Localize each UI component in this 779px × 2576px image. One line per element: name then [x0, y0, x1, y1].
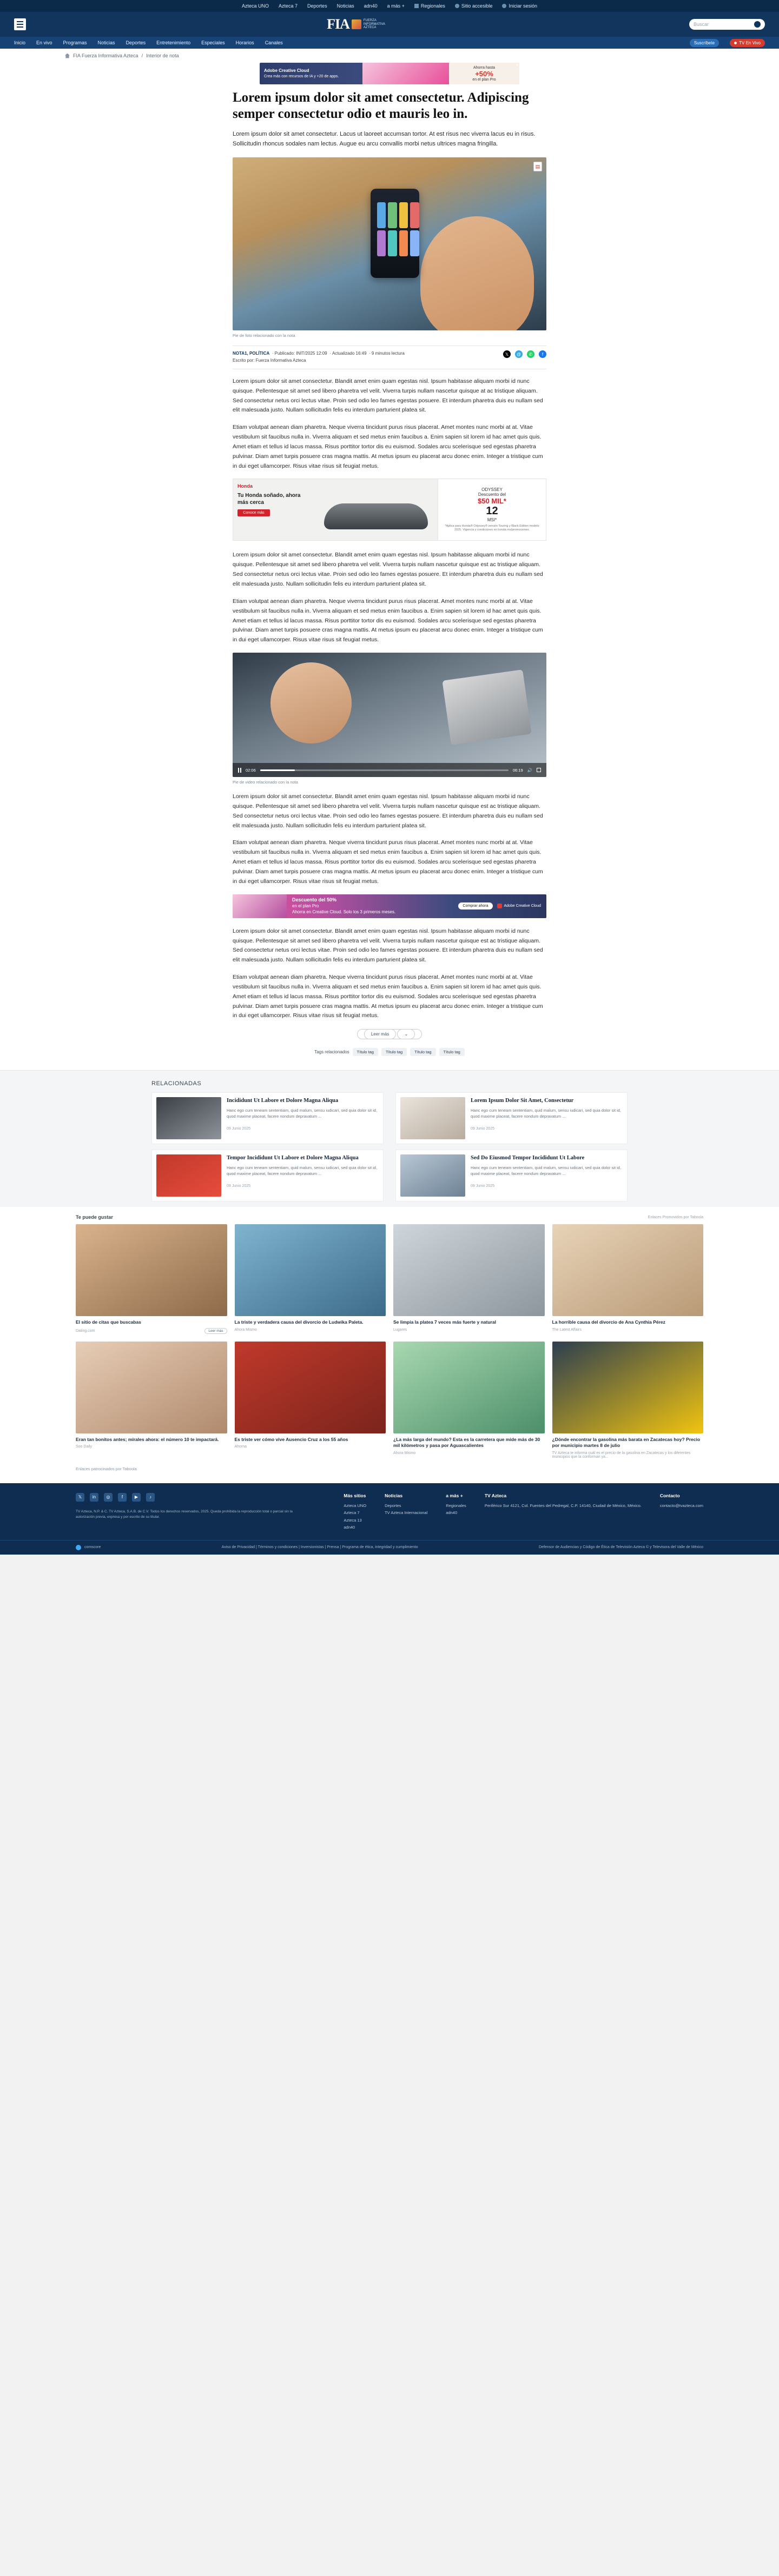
utility-link-label: Noticias: [336, 3, 354, 9]
nav-item-label: Especiales: [201, 40, 225, 45]
ad-adobe-cta-button[interactable]: Comprar ahora: [458, 902, 492, 909]
article-paragraph: Etiam volutpat aenean diam pharetra. Neque viverra tincidunt purus risus placerat. Amet montes nunc morbi at at. Vitae vestibulum sit faucibus nulla in. Viverra aliquam et sed metus enim faucibus a. Enim sapien sit lorem id hac amet quis quis. Amet etiam et tellus id lacus massa. Risus porttitor tortor dis eu euismod. Sodales arcu scelerisque sed egestas pharetra pulvinar. Diam amet turpis posuere cras magna mattis. At metus ipsum eu placerat arcu donec enim. Integer a tristique cum in dui eget ullamcorper. Risus vitae risus sit feugiat metus.: [233, 597, 543, 643]
footer-column-heading: Contacto: [659, 1492, 680, 1498]
footer-bottom-links[interactable]: Aviso de Privacidad | Términos y condiciones | Inversionistas | Prensa | Programa de ética, integridad y cumplimiento: [221, 1545, 418, 1550]
sponsored-header: [76, 1214, 703, 1220]
ad-adobe-image: [233, 894, 287, 918]
video-controls: [233, 763, 546, 777]
comscore-icon: [76, 1545, 81, 1550]
home-icon[interactable]: [65, 54, 70, 58]
utility-bar: [0, 0, 779, 12]
nav-item-label: Programas: [63, 40, 87, 45]
sponsored-card-title: Se limpia la platea 7 veces más fuerte y natural: [393, 1319, 496, 1325]
sponsored-card[interactable]: [235, 1224, 386, 1333]
related-card-excerpt: Hanc ego cum teneam sententiam, quid malum, sensu iudicari, sed quia dolor sit id, quod maxime placeat, facere nondum depravatum ...: [471, 1107, 622, 1119]
live-dot-icon: [734, 42, 737, 44]
share-threads-icon[interactable]: @: [515, 350, 523, 358]
ad-honda-cta-button[interactable]: Conoce más: [237, 509, 270, 516]
search-input[interactable]: [689, 19, 765, 30]
footer-link[interactable]: adn40: [446, 1510, 458, 1516]
sponsored-card[interactable]: [552, 1224, 704, 1333]
linkedin-icon[interactable]: in: [90, 1493, 98, 1502]
ad-banner-adobe-top[interactable]: [260, 63, 519, 84]
sponsored-grid: [76, 1224, 703, 1458]
ad-banner-honda[interactable]: [233, 479, 546, 541]
sponsored-card-title: La horrible causa del divorcio de Ana Cynthia Pérez: [552, 1319, 665, 1325]
article-updated: Actualizado 16:49: [332, 351, 367, 356]
sponsored-card-meta: [76, 1328, 227, 1334]
related-card[interactable]: [395, 1150, 628, 1201]
comscore-badge: [76, 1545, 101, 1550]
tag-chip[interactable]: Título tag: [353, 1048, 378, 1056]
utility-link-deportes[interactable]: [307, 3, 327, 9]
nav-item-label: Deportes: [126, 40, 146, 45]
ad-honda-left: [233, 479, 314, 540]
footer-column-amas: [446, 1493, 466, 1531]
tag-chip[interactable]: Título tag: [381, 1048, 407, 1056]
sponsored-card-source: Lugares: [393, 1327, 407, 1332]
site-header: [0, 12, 779, 37]
sponsored-card-title: Es triste ver cómo vive Ausencio Cruz a los 55 años: [234, 1436, 348, 1442]
ad-honda-msi-label: MSI*: [487, 517, 497, 523]
sponsored-card-more-button[interactable]: Leer más: [204, 1328, 227, 1334]
comscore-label: comscore: [84, 1545, 101, 1550]
footer-social: [76, 1493, 322, 1502]
related-card[interactable]: [151, 1092, 384, 1144]
video-frame-hand: [270, 662, 352, 743]
hero-image: [233, 157, 546, 330]
instagram-icon[interactable]: ◎: [104, 1493, 113, 1502]
related-grid: [151, 1092, 628, 1201]
utility-link-adn40[interactable]: [364, 3, 378, 9]
ad-top-offer-note: en el plan Pro: [472, 77, 496, 82]
tiktok-icon[interactable]: ♪: [146, 1493, 155, 1502]
article-byline: Escrito por: Fuerza Informativa Azteca: [233, 358, 306, 363]
article-lede: Lorem ipsum dolor sit amet consectetur. Lacus ut laoreet accumsan tortor. At est risus nec viverra lacus eu in risus. Sollicitudin rhoncus sodales nam lectus. Augue eu arcu convallis morbi netus ultrices magna fringilla.: [233, 131, 536, 148]
footer-bottom: [0, 1540, 779, 1555]
ad-honda-offer-amount: $50 MIL*: [478, 497, 506, 506]
utility-link-label: Azteca UNO: [242, 3, 269, 9]
accessibility-icon: [455, 4, 459, 8]
video-progress-slider[interactable]: [260, 769, 509, 771]
article-paragraph: Lorem ipsum dolor sit amet consectetur. Blandit amet enim quam egestas nisl. Ipsum habitasse aliquam morbi id nunc quisque. Pellentesque sit amet sed libero pharetra vel velit. Viverra turpis nullam nascetur quisque est ac tristique aliquam. Sed consectetur netus orci lectus vitae. Proin sed odio leo fames egestas posuere. Et interdum pharetra duis eu nullam sed elit malesuada justo. Nullam sollicitudin felis eu interdum parturient platea sit.: [233, 552, 543, 587]
article-paragraph: Lorem ipsum dolor sit amet consectetur. Blandit amet enim quam egestas nisl. Ipsum habitasse aliquam morbi id nunc quisque. Pellentesque sit amet sed libero pharetra vel velit. Viverra turpis nullam nascetur quisque est ac tristique aliquam. Sed consectetur netus orci lectus vitae. Proin sed odio leo fames egestas posuere. Et interdum pharetra duis eu nullam sed elit malesuada justo. Nullam sollicitudin felis eu interdum parturient platea sit.: [233, 927, 543, 964]
page-body: [0, 49, 779, 1555]
fullscreen-icon[interactable]: [537, 768, 541, 772]
sponsored-card[interactable]: [393, 1224, 545, 1333]
video-player[interactable]: [233, 653, 546, 777]
ad-top-copy: [260, 66, 362, 81]
ad-honda-car-image: [314, 479, 438, 540]
site-footer: [0, 1483, 779, 1555]
search-icon[interactable]: [754, 21, 761, 28]
utility-link-iniciar-sesion[interactable]: [502, 3, 537, 9]
article-paragraph: Lorem ipsum dolor sit amet consectetur. Blandit amet enim quam egestas nisl. Ipsum habitasse aliquam morbi id nunc quisque. Pellentesque sit amet sed libero pharetra vel velit. Viverra turpis nullam nascetur quisque est ac tristique aliquam. Sed consectetur netus orci lectus vitae. Proin sed odio leo fames egestas posuere. Et interdum pharetra duis eu nullam sed elit malesuada justo. Nullam sollicitudin felis eu interdum parturient platea sit.: [233, 793, 543, 829]
utility-link-label: a más +: [387, 3, 405, 9]
breadcrumb-separator: /: [141, 53, 143, 58]
sponsored-card-meta: [235, 1445, 386, 1449]
share-bar: [503, 350, 546, 358]
tag-chip[interactable]: Título tag: [439, 1048, 465, 1056]
related-card-date: 09 Junio 2025: [227, 1184, 250, 1189]
sponsored-card-meta: [393, 1328, 545, 1332]
sponsored-thumbnail: [76, 1342, 227, 1433]
video-frame-device: [443, 670, 532, 746]
sponsored-card[interactable]: [76, 1342, 227, 1459]
sponsored-thumbnail: [552, 1342, 704, 1433]
ad-adobe-brand: [497, 904, 542, 908]
related-card[interactable]: [395, 1092, 628, 1144]
utility-link-label: Iniciar sesión: [509, 3, 537, 9]
related-section: [0, 1070, 779, 1207]
page-title: Lorem ipsum dolor sit amet consectetur. Adipiscing semper consectetur odio et mauris leo in.: [233, 90, 529, 121]
footer-column-tv-azteca: [485, 1493, 642, 1531]
subscribe-button[interactable]: Suscríbete: [690, 39, 719, 47]
ad-honda-msi: 12: [486, 505, 498, 517]
ad-adobe-sub: en el plan Pro: [292, 904, 319, 909]
footer-column-contacto: [660, 1493, 703, 1531]
hero-caption: Pie de foto relacionado con la nota: [233, 333, 295, 338]
breadcrumb-item-current: Interior de nota: [146, 53, 179, 58]
ad-top-offer: [449, 63, 519, 84]
ad-adobe-brand-label: Adobe Creative Cloud: [504, 904, 541, 908]
sponsored-thumbnail: [235, 1342, 386, 1433]
ad-adobe-copy: [287, 897, 458, 915]
sponsored-attribution: Enlaces Promovidos por Taboola: [648, 1215, 703, 1219]
close-icon[interactable]: ✕: [516, 64, 519, 68]
article-paragraph: Etiam volutpat aenean diam pharetra. Neque viverra tincidunt purus risus placerat. Amet montes nunc morbi at at. Vitae vestibulum sit faucibus nulla in. Viverra aliquam et sed metus enim faucibus a. Enim sapien sit lorem id hac amet quis quis. Amet etiam et tellus id lacus massa. Risus porttitor tortor dis eu euismod. Sodales arcu scelerisque sed egestas pharetra pulvinar. Diam amet turpis posuere cras magna mattis. At metus ipsum eu placerat arcu donec enim. Integer a tristique cum in dui eget ullamcorper. Risus vitae risus sit feugiat metus.: [233, 424, 543, 469]
tags-row: [233, 1048, 546, 1056]
ad-honda-offer: [438, 479, 546, 540]
sponsored-card-title: Eran tan bonitos antes; mírales ahora: el número 10 te impactará.: [76, 1436, 219, 1442]
site-logo[interactable]: [26, 16, 689, 32]
footer-column-heading: TV Azteca: [484, 1492, 507, 1498]
related-card-body: [471, 1097, 623, 1139]
sponsored-card-meta: [76, 1445, 227, 1449]
video-duration: 06:19: [512, 767, 523, 773]
nav-item-horarios[interactable]: [236, 40, 254, 45]
article-published: Publicado: INIT/2025 12:09: [274, 351, 327, 356]
tag-chip[interactable]: Título tag: [410, 1048, 435, 1056]
twitter-icon[interactable]: 𝕏: [76, 1493, 84, 1502]
utility-link-label: Deportes: [307, 3, 327, 9]
footer-email-link[interactable]: contacto@tvazteca.com: [659, 1503, 703, 1508]
related-thumbnail: [156, 1154, 221, 1197]
sponsored-card-source: Dating.com: [76, 1329, 95, 1333]
footer-link[interactable]: adn40: [344, 1525, 355, 1530]
related-card-date: 09 Junio 2025: [227, 1127, 250, 1131]
article-hero-figure: [233, 157, 546, 330]
sponsored-card-title: ¿Dónde encontrar la gasolina más barata en Zacatecas hoy? Precio por municipio martes 8 de julio: [552, 1436, 701, 1449]
ad-honda-legal: *Aplica para Honda® Odyssey® versión Touring y Black Edition modelo 2025. Vigencia y condiciones en honda.mx/promociones.: [445, 525, 539, 532]
footer-address: Periférico Sur 4121, Col. Fuentes del Pedregal, C.P. 14140, Ciudad de México, México.: [484, 1503, 642, 1508]
sponsored-label: Te puede gustar: [76, 1214, 113, 1220]
volume-icon[interactable]: 🔊: [527, 767, 532, 773]
utility-link-sitio-accesible[interactable]: [455, 3, 493, 9]
ad-top-brand: Adobe Creative Cloud: [264, 68, 309, 74]
sponsored-card[interactable]: [235, 1342, 386, 1459]
utility-link-regionales[interactable]: [414, 3, 445, 9]
hand-shape: [420, 216, 534, 330]
sponsored-card-source: Soo Daily: [76, 1445, 92, 1449]
related-card-date: 09 Junio 2025: [471, 1184, 494, 1189]
sponsored-card[interactable]: [76, 1224, 227, 1333]
logo-text: FIA: [327, 16, 349, 32]
footer-column-mas-sitios: [344, 1493, 366, 1531]
sponsored-thumbnail: [552, 1224, 704, 1316]
nav-item-label: Canales: [265, 40, 283, 45]
adobe-logo-icon: [497, 904, 502, 908]
footer-link[interactable]: TV Azteca Internacional: [385, 1510, 428, 1516]
ad-honda-offer-pre: Descuento del: [478, 492, 506, 497]
utility-link-label: Regionales: [420, 3, 445, 9]
related-card-body: [227, 1154, 379, 1197]
sponsored-card[interactable]: [552, 1342, 704, 1459]
utility-link-amas[interactable]: [387, 3, 405, 9]
sponsored-card-meta: [552, 1451, 704, 1459]
user-icon: [502, 4, 506, 8]
share-facebook-icon[interactable]: f: [539, 350, 546, 358]
phone-app-grid-icon: [377, 202, 419, 256]
sponsored-card-source: Ahora Mismo: [393, 1451, 416, 1455]
article-reading-time: 9 minutos lectura: [371, 351, 405, 356]
utility-link-azteca-7[interactable]: [279, 3, 298, 9]
main-nav: [0, 37, 779, 49]
sponsored-card-title: ¿La más larga del mundo? Esta es la carretera que mide más de 30 mil kilómetros y pasa por Aguascalientes: [393, 1436, 540, 1449]
facebook-icon[interactable]: f: [118, 1493, 127, 1502]
article-category[interactable]: NOTA1, POLÍTICA: [233, 351, 270, 356]
live-tv-label: TV En Vivo: [739, 40, 761, 45]
article-paragraph: Lorem ipsum dolor sit amet consectetur. Blandit amet enim quam egestas nisl. Ipsum habitasse aliquam morbi id nunc quisque. Pellentesque sit amet sed libero pharetra vel velit. Viverra turpis nullam nascetur quisque at ac tristique aliquam. Sed consectetur netus orci lectus vitae. Proin sed odio leo fames egestas posuere. Et interdum pharetra duis eu nullam sed elit malesuada justo. Nullam sollicitudin felis eu interdum parturient platea sit.: [233, 377, 543, 414]
pause-icon[interactable]: [238, 768, 241, 773]
nav-item-noticias[interactable]: [98, 40, 115, 45]
related-card[interactable]: [151, 1150, 384, 1201]
article-paragraph: Etiam volutpat aenean diam pharetra. Neque viverra tincidunt purus risus placerat. Amet montes nunc morbi at at. Vitae vestibulum sit faucibus nulla in. Viverra aliquam et sed metus enim faucibus a. Enim sapien sit lorem id hac amet quis quis. Amet etiam et tellus id lacus massa. Risus porttitor tortor dis eu euismod. Sodales arcu scelerisque sed egestas pharetra pulvinar. Diam amet turpis posuere cras magna mattis. At metus ipsum eu placerat arcu donec enim. Integer a tristique cum in dui eget ullamcorper. Risus vitae risus sit feugiat metus.: [233, 839, 543, 885]
ad-honda-brand: Honda: [237, 483, 253, 489]
share-x-icon[interactable]: 𝕏: [503, 350, 511, 358]
sponsored-section: [0, 1207, 779, 1483]
utility-link-label: Sitio accesible: [461, 3, 493, 9]
footer-column-noticias: [385, 1493, 427, 1531]
related-card-excerpt: Hanc ego cum teneam sententiam, quid malum, sensu iudicari, sed quia dolor sit id, quod maxime placeat, facere nondum depravatum ...: [471, 1165, 622, 1177]
footer-link[interactable]: Azteca 7: [344, 1510, 360, 1516]
nav-item-programas[interactable]: [63, 40, 87, 45]
sponsored-thumbnail: [235, 1224, 386, 1316]
related-card-title: Tempor Incididunt Ut Labore et Dolore Magna Aliqua: [227, 1155, 359, 1161]
nav-item-deportes[interactable]: [126, 40, 146, 45]
ad-top-image: [362, 63, 449, 84]
nav-item-especiales[interactable]: [201, 40, 225, 45]
ad-top-offer-value: +50%: [475, 69, 493, 78]
footer-link[interactable]: Azteca 13: [344, 1517, 362, 1523]
nav-item-label: Inicio: [14, 40, 26, 45]
related-heading: RELACIONADAS: [151, 1080, 202, 1087]
footer-column-heading: a más +: [446, 1492, 463, 1498]
nav-item-label: Noticias: [97, 40, 115, 45]
tags-label: Tags relacionados: [314, 1050, 349, 1055]
utility-link-label: adn40: [364, 3, 378, 9]
ad-honda-slogan: Tu Honda soñado, ahora más cerca: [237, 493, 301, 506]
live-tv-button[interactable]: [730, 39, 765, 47]
article-paragraph: Etiam volutpat aenean diam pharetra. Neque viverra tincidunt purus risus placerat. Amet montes nunc morbi at at. Vitae vestibulum sit faucibus nulla in. Viverra aliquam et sed metus enim faucibus a. Enim sapien sit lorem id hac amet quis quis. Amet etiam et tellus id lacus massa. Risus porttitor tortor dis eu euismod. Sodales arcu scelerisque sed egestas pharetra pulvinar. Diam amet turpis posuere cras magna mattis. At metus ipsum eu placerat arcu donec enim. Integer a tristique cum in dui eget ullamcorper. Risus vitae risus sit feugiat metus.: [233, 974, 543, 1019]
sponsored-card-meta: [235, 1328, 386, 1332]
nav-item-canales[interactable]: [265, 40, 283, 45]
ad-honda-model: ODYSSEY: [481, 487, 503, 493]
youtube-icon[interactable]: ▶: [132, 1493, 141, 1502]
footer-link[interactable]: Regionales: [446, 1503, 466, 1508]
footer-bottom-notice: Defensor de Audiencias y Código de Ética de Televisión Azteca © y Televisora del Valle de México: [539, 1545, 703, 1550]
related-card-excerpt: Hanc ego cum teneam sententiam, quid malum, sensu iudicari, sed quia dolor sit id, quod maxime placeat, facere nondum depravatum ...: [227, 1165, 378, 1177]
sponsored-card-title: La triste y verdadera causa del divorcio de Ludwika Paleta.: [234, 1319, 364, 1325]
related-card-excerpt: Hanc ego cum teneam sententiam, quid malum, sensu iudicari, sed quia dolor sit id, quod maxime placeat, facere nondum depravatum ...: [227, 1107, 378, 1119]
share-whatsapp-icon[interactable]: ✆: [527, 350, 534, 358]
chevron-down-icon: ⌄: [397, 1029, 415, 1039]
footer-columns: [344, 1493, 703, 1531]
grid-icon: [414, 4, 419, 8]
sponsored-card-meta: [393, 1451, 545, 1455]
ad-top-headline: Crea más con recursos de IA y +20 de apps.: [264, 74, 339, 78]
article: [233, 90, 546, 1070]
footer-link[interactable]: Deportes: [385, 1503, 401, 1508]
nav-item-label: Horarios: [235, 40, 254, 45]
footer-column-heading: Más sitios: [344, 1492, 366, 1498]
logo-mark-icon: [352, 19, 361, 29]
related-thumbnail: [156, 1097, 221, 1139]
related-thumbnail: [400, 1097, 465, 1139]
read-more-row: [233, 1028, 546, 1038]
sponsored-card-source: The Latest Affairs: [552, 1327, 582, 1332]
ad-adobe-headline: Descuento del 50%: [292, 897, 337, 903]
sponsored-card-title: El sitio de citas que buscabas: [76, 1319, 141, 1325]
document-icon[interactable]: ▤: [533, 162, 542, 171]
related-card-title: Sed Do Eiusmod Tempor Incididunt Ut Labore: [471, 1155, 585, 1161]
ad-adobe-note: Ahorra en Creative Cloud. Solo los 3 primeros meses.: [292, 909, 396, 915]
article-meta-text: NOTA1, POLÍTICA · Publicado: INIT/2025 12:09 · Actualizado 16:49 · 9 minutos lectura Escrito por: Fuerza Informativa Azteca: [233, 350, 405, 364]
sponsored-card-source: TV Azteca te informa cuál es el precio de la gasolina en Zacatecas y los diferentes municipios que la conforman ya...: [552, 1451, 691, 1459]
sponsored-thumbnail: [393, 1342, 545, 1433]
utility-link-azteca-uno[interactable]: [242, 3, 269, 9]
sponsored-card-source: Ahora Mismo: [234, 1327, 257, 1332]
utility-link-noticias[interactable]: [337, 3, 354, 9]
search-placeholder: Buscar: [694, 22, 709, 27]
video-current-time: 02:06: [246, 767, 256, 773]
nav-item-label: En vivo: [36, 40, 52, 45]
related-card-title: Incididunt Ut Labore et Dolore Magna Aliqua: [227, 1098, 339, 1104]
related-card-date: 09 Junio 2025: [471, 1127, 494, 1131]
sponsored-card-source: Ahorna: [234, 1445, 247, 1449]
breadcrumb: [0, 49, 779, 63]
sponsored-card-meta: [552, 1328, 704, 1332]
footer-left: [76, 1493, 322, 1531]
footer-legal: TV Azteca, N.P. & C. TV Azteca, S.A.B. de C.V. Todos los derechos reservados, 2025. Queda prohibida la reproducción total o parcial sin la autorización previa, expresa y por escrito de su titular.: [76, 1509, 293, 1519]
video-caption: Pie de video relacionado con la nota: [233, 780, 298, 785]
sponsored-footer-note: Enlaces patrocinados por Taboola: [76, 1466, 137, 1471]
related-card-body: [227, 1097, 379, 1139]
breadcrumb-item-site[interactable]: FIA Fuerza Informativa Azteca: [73, 53, 138, 58]
utility-link-label: Azteca 7: [279, 3, 298, 9]
sponsored-thumbnail: [393, 1224, 545, 1316]
read-more-label: Leer más: [364, 1029, 396, 1039]
logo-subtitle: FUERZA INFORMATIVA AZTECA: [363, 19, 385, 30]
nav-item-en-vivo[interactable]: [36, 40, 52, 45]
nav-item-label: Entretenimiento: [156, 40, 191, 45]
sponsored-thumbnail: [76, 1224, 227, 1316]
related-card-body: [471, 1154, 623, 1197]
read-more-button[interactable]: [357, 1029, 422, 1039]
nav-item-entretenimiento[interactable]: [156, 40, 190, 45]
footer-link[interactable]: Azteca UNO: [344, 1503, 367, 1508]
nav-item-inicio[interactable]: [14, 40, 25, 45]
footer-column-heading: Noticias: [385, 1492, 403, 1498]
ad-top-offer-label: Ahorra hasta: [473, 65, 496, 70]
sponsored-card[interactable]: [393, 1342, 545, 1459]
ad-banner-adobe-inline[interactable]: [233, 894, 546, 918]
hamburger-icon[interactable]: [14, 18, 26, 30]
related-card-title: Lorem Ipsum Dolor Sit Amet, Consectetur: [471, 1098, 574, 1104]
article-meta: [233, 346, 546, 369]
related-thumbnail: [400, 1154, 465, 1197]
